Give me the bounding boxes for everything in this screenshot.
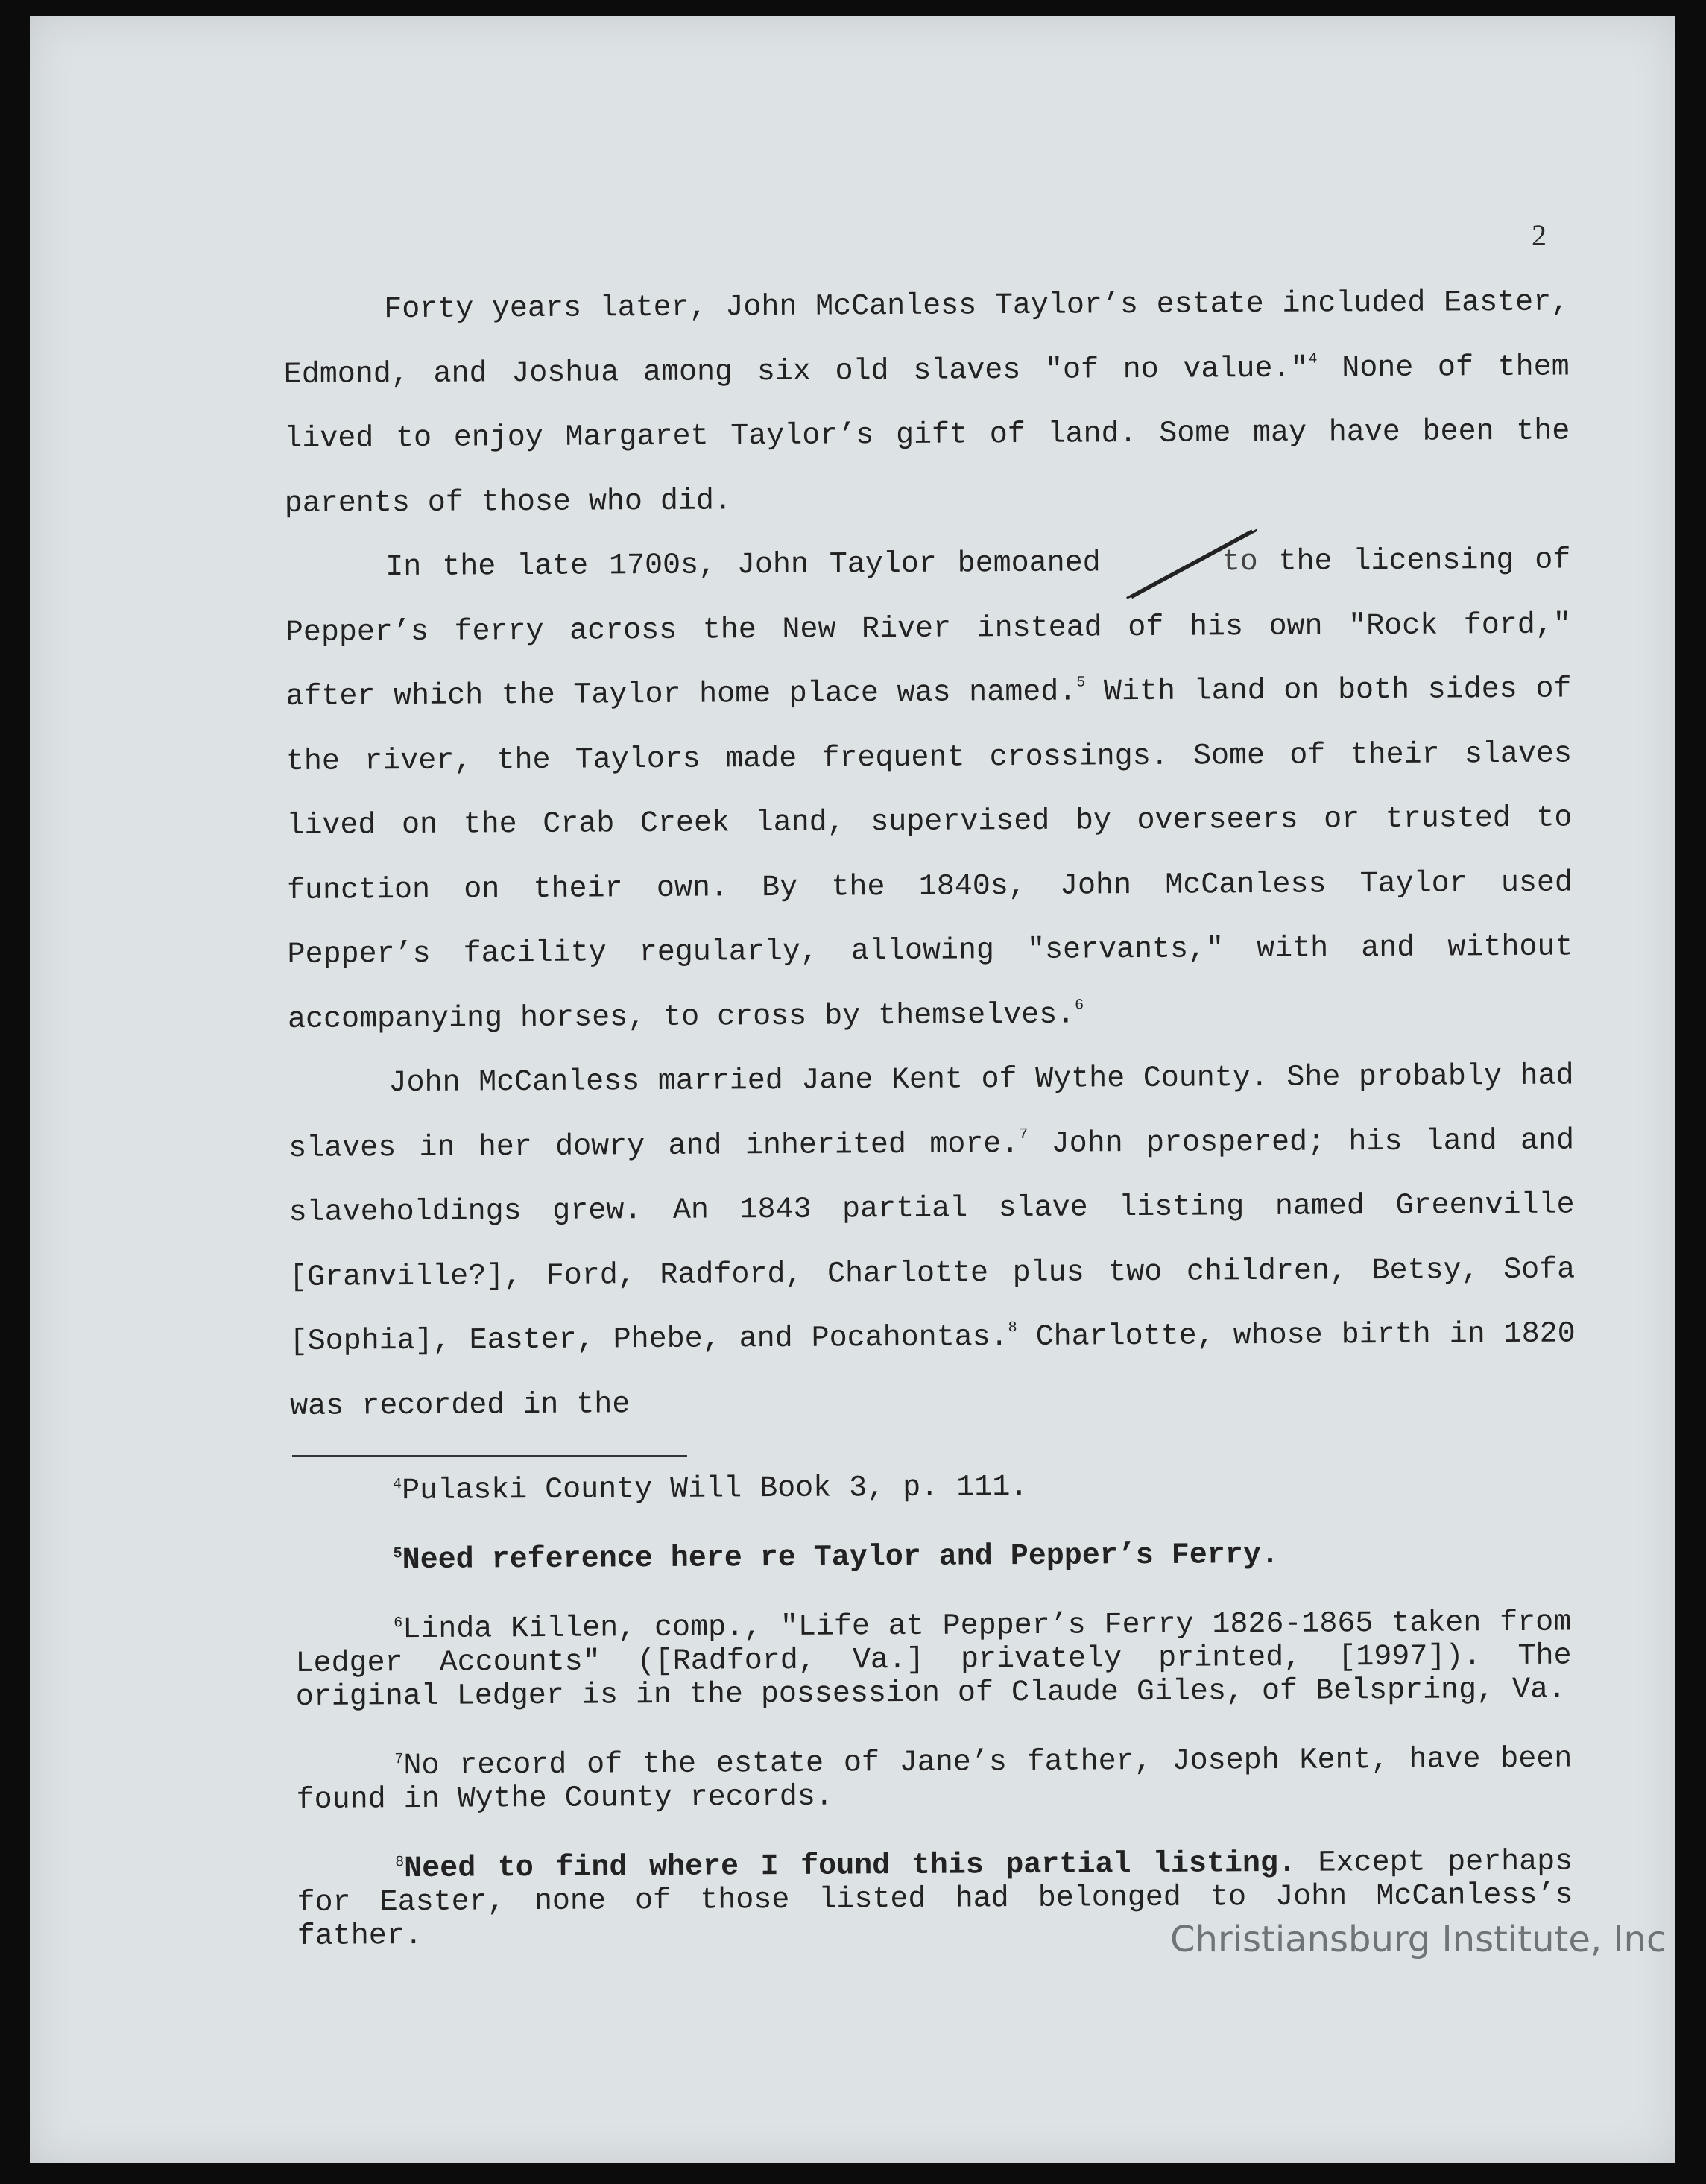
paragraph-2-text-a: In the late 1700s, John Taylor bemoaned	[385, 546, 1122, 585]
footnote-7-number: 7	[394, 1751, 404, 1769]
footnote-6-text: Linda Killen, comp., "Life at Pepper’s Ferry 1826-1865 taken from Ledger Accounts" ([Radford, Va.] privately printed, [1997]). The original Ledger is in the possession of Claude Giles, of Belspring, Va.	[295, 1606, 1572, 1714]
paragraph-3-text-a: John McCanless married Jane Kent of Wythe County. She probably had slaves in her dowry and inherited more.	[288, 1059, 1574, 1166]
paragraph-3-text-b: John prospered; his land and slaveholdings grew. An 1843 partial slave listing named Greenville [Granville?], Ford, Radford, Charlotte plus two children, Betsy, Sofa [Sophia], Easter, Phebe, and Pocahontas.	[288, 1123, 1576, 1359]
watermark: Christiansburg Institute, Inc	[1170, 1919, 1666, 1960]
paragraph-1	[283, 271, 1570, 537]
body-text	[283, 271, 1576, 1439]
footnote-4-text: Pulaski County Will Book 3, p. 111.	[402, 1470, 1029, 1509]
paragraph-3	[288, 1044, 1576, 1439]
footnote-8-bold-text: Need to find where I found this partial listing.	[404, 1846, 1297, 1887]
footnote-ref-6: 6	[1075, 996, 1084, 1014]
footnote-8-text: Except perhaps for Easter, none of those listed had belonged to John McCanless’s father.	[297, 1845, 1573, 1954]
document-page	[30, 16, 1675, 2163]
paragraph-2-text-c: With land on both sides of the river, the Taylors made frequent crossings. Some of their slaves lived on the Crab Creek land, supervised by overseers or trusted to function on their own. By the 1840s, John McCanless Taylor used Pepper’s facility regularly, allowing "servants," with and without accompanying horses, to cross by themselves.	[285, 672, 1573, 1037]
footnote-divider	[292, 1455, 687, 1457]
footnote-ref-7: 7	[1019, 1126, 1029, 1143]
struck-word: to	[1121, 531, 1258, 596]
footnote-4-number: 4	[393, 1476, 402, 1494]
paragraph-1-text: Forty years later, John McCanless Taylor’s estate included Easter, Edmond, and Joshua among six old slaves "of no value."	[283, 285, 1570, 392]
footnotes	[294, 1468, 1573, 1989]
footnote-ref-5: 5	[1076, 674, 1086, 692]
footnote-5-number: 5	[393, 1545, 402, 1563]
footnote-6	[295, 1606, 1572, 1714]
footnote-4	[294, 1468, 1570, 1509]
footnote-6-number: 6	[394, 1615, 403, 1632]
footnote-7	[296, 1743, 1573, 1817]
footnote-5	[295, 1537, 1571, 1578]
footnote-ref-8: 8	[1008, 1319, 1017, 1337]
footnote-8-number: 8	[395, 1854, 405, 1872]
footnote-5-text: Need reference here re Taylor and Pepper’s Ferry.	[402, 1538, 1280, 1578]
page-number: 2	[1532, 218, 1547, 252]
footnote-7-text: No record of the estate of Jane’s father, Joseph Kent, have been found in Wythe County records.	[296, 1742, 1573, 1817]
paragraph-3-text-c: Charlotte, whose birth in 1820 was recorded in the	[290, 1317, 1576, 1424]
paragraph-2	[285, 528, 1573, 1052]
paragraph-2-text-b: the licensing of Pepper’s ferry across the New River instead of his own "Rock ford," after which the Taylor home place was named.	[285, 543, 1572, 714]
paragraph-1-tail: None of them lived to enjoy Margaret Taylor’s gift of land. Some may have been the parents of those who did.	[284, 350, 1570, 521]
footnote-ref-4: 4	[1308, 350, 1318, 368]
